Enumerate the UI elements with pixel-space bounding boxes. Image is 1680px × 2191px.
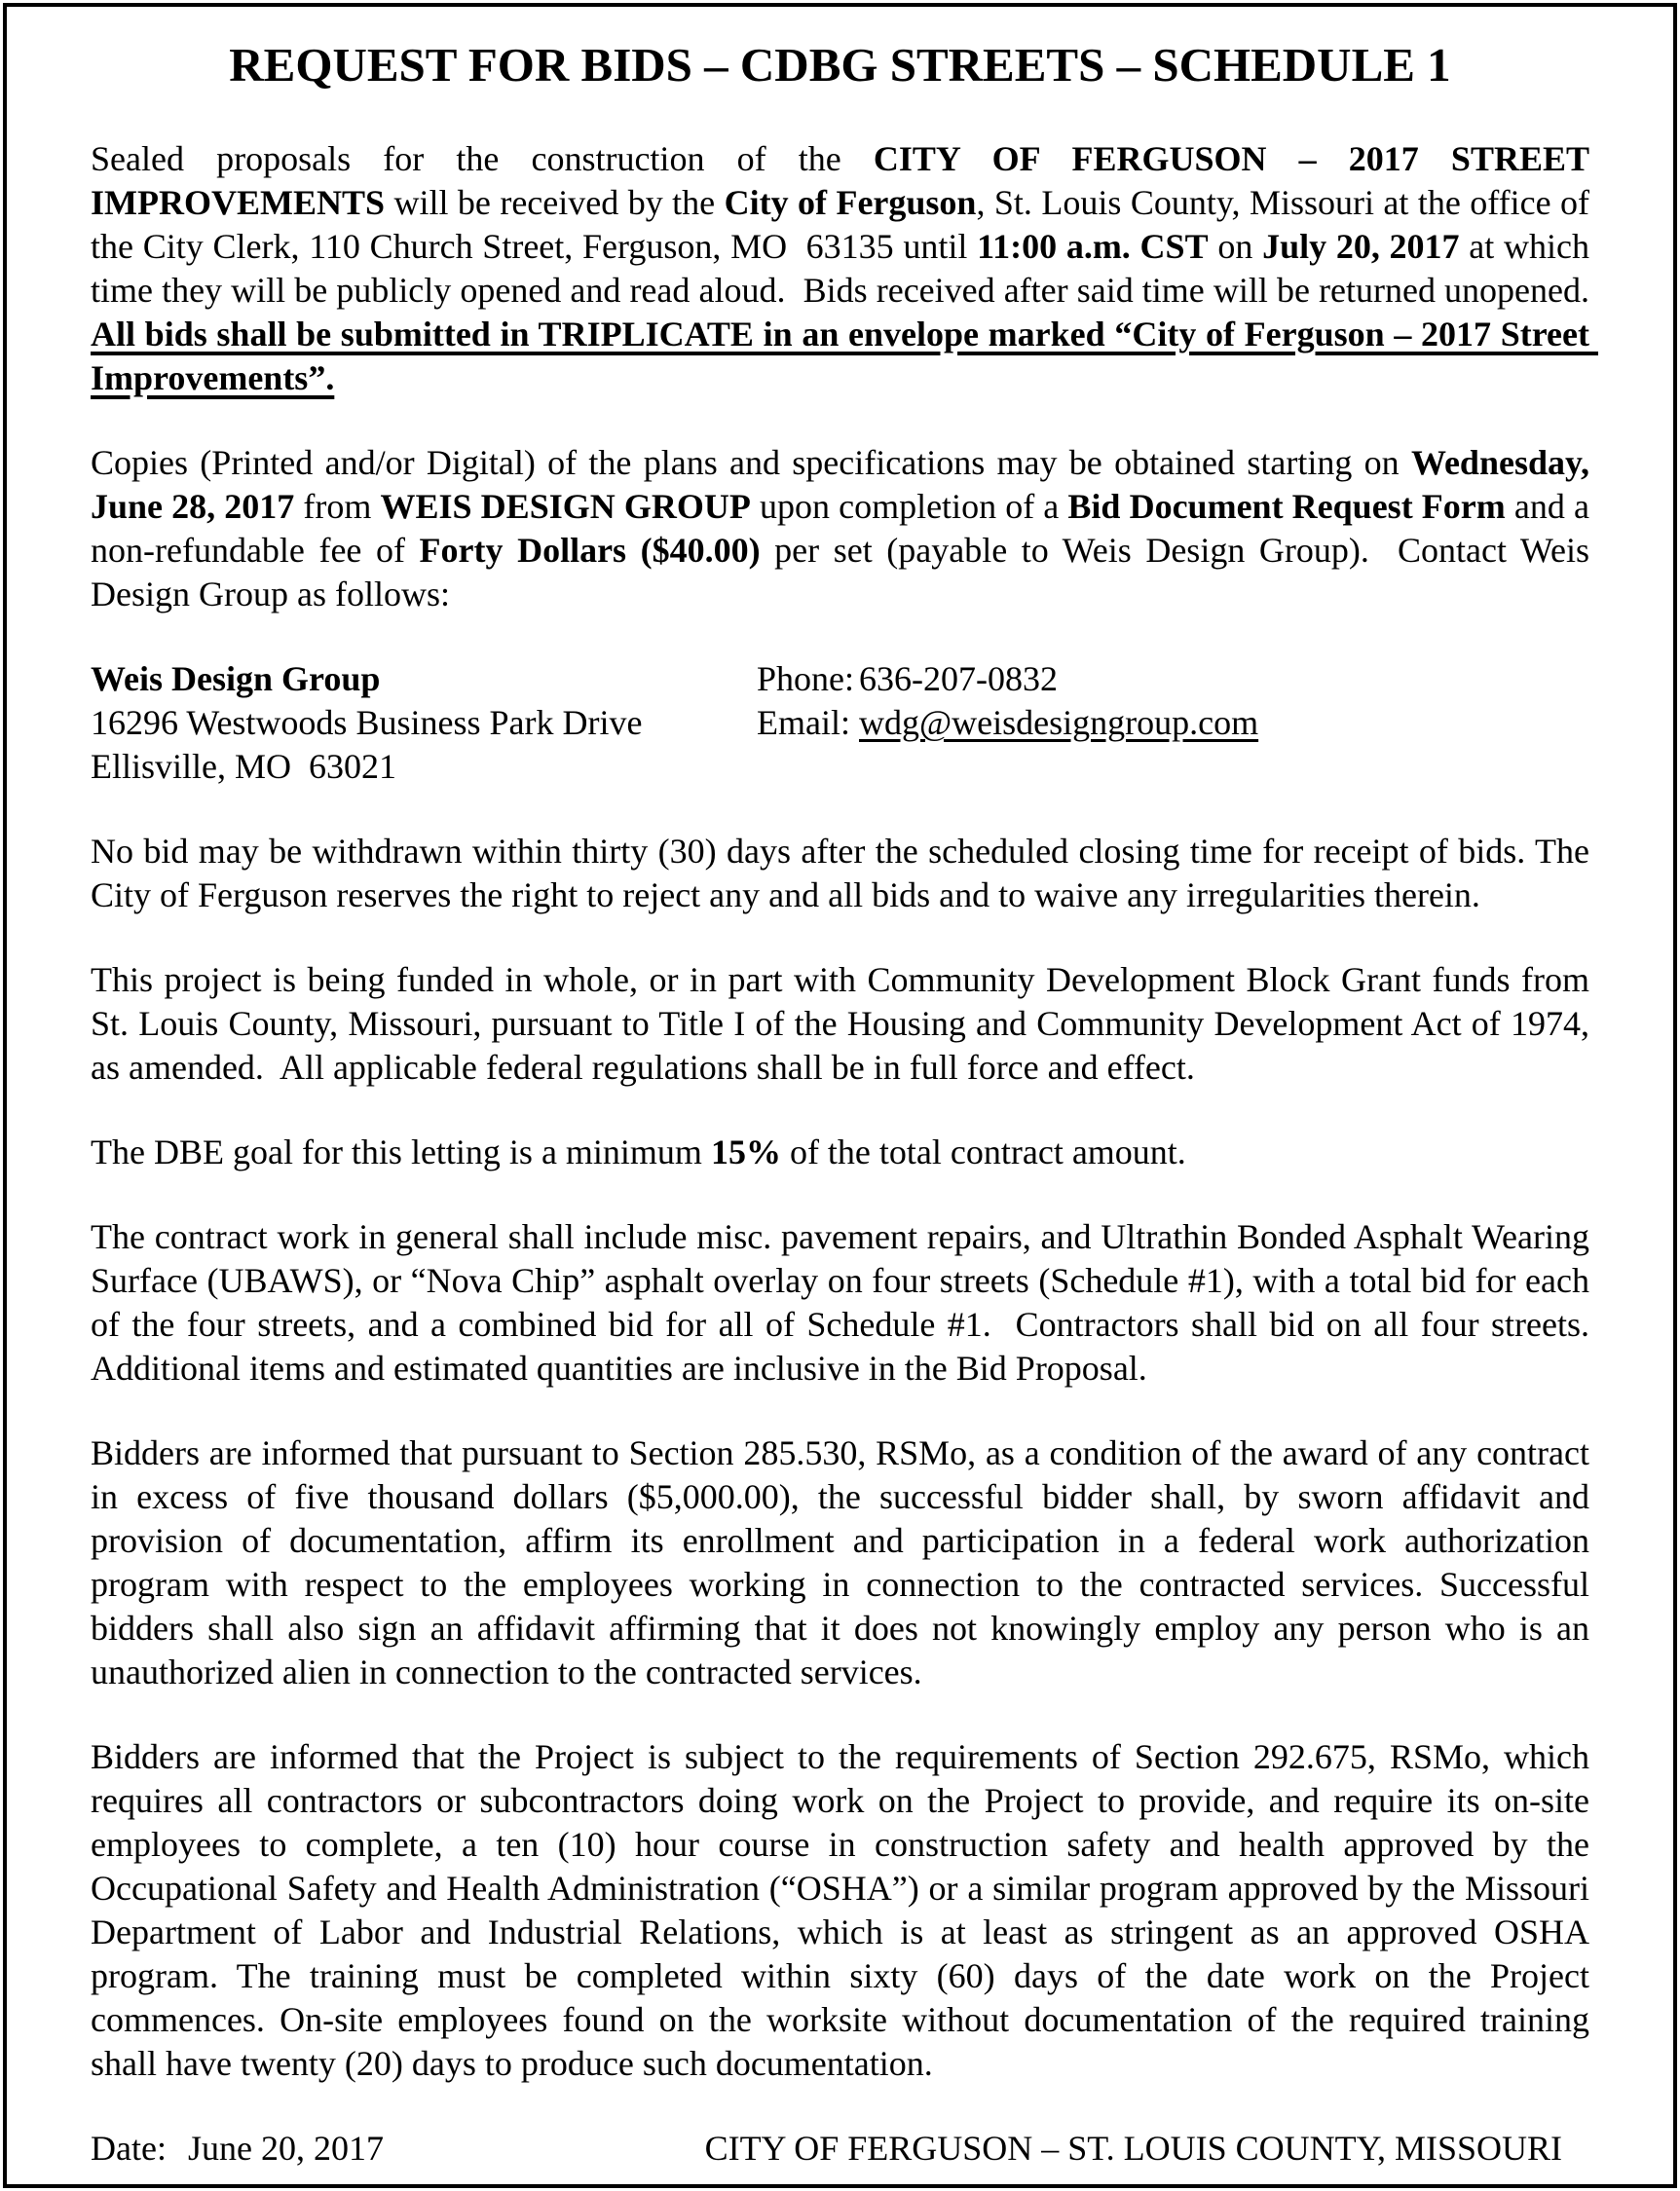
contact-address-column [91,657,757,789]
contact-phone-line [757,657,1589,701]
bold-run: Forty Dollars ($40.00) [419,531,761,570]
phone-value: 636-207-0832 [859,659,1058,698]
footer-date [91,2127,384,2171]
bold-run: City of Ferguson [724,183,977,222]
text-run: Sealed proposals for the construction of the [91,139,874,178]
bold-run: CITY OF FERGUSON – 2017 STREET IMPROVEMENTS [91,139,1598,222]
text-run: at which time they will be publicly opened and read aloud. Bids received after said time will be returned unopened. [91,227,1607,310]
email-label: Email: [757,703,850,742]
bold-run: 15% [710,1133,781,1171]
bold-run: Bid Document Request Form [1067,487,1506,526]
contact-block [91,657,1589,789]
paragraph-bid-withdrawal: No bid may be withdrawn within thirty (30) days after the scheduled closing time for receipt of bids. The City of Ferguson reserves the right to reject any and all bids and to waive any irregularities therein. [91,832,1598,914]
text-run: of the total contract amount. [780,1133,1186,1171]
contact-email-line [757,701,1589,745]
contact-address-line-2: Ellisville, MO 63021 [91,747,396,786]
bold-underlined-run: All bids shall be submitted in TRIPLICATE in an envelope marked “City of Ferguson – 2017 Street Improvements”. [91,315,1598,397]
contact-address-line-1: 16296 Westwoods Business Park Drive [91,703,643,742]
bold-run: July 20, 2017 [1262,227,1460,266]
bold-run: Wednesday, June 28, 2017 [91,443,1598,526]
footer [91,2127,1589,2171]
text-run: on [1208,227,1263,266]
page-title: REQUEST FOR BIDS – CDBG STREETS – SCHEDULE 1 [229,38,1451,92]
text-run: will be received by the [385,183,725,222]
bold-run: 11:00 a.m. CST [977,227,1209,266]
text-run: , St. Louis County, Missouri at the office of the City Clerk, 110 Church Street, Ferguson, MO 63135 until [91,183,1598,266]
text-run: from [294,487,381,526]
text-run: Copies (Printed and/or Digital) of the plans and specifications may be obtained starting on [91,443,1411,482]
bold-run: WEIS DESIGN GROUP [380,487,751,526]
paragraph-cdbg-funding: This project is being funded in whole, or in part with Community Development Block Grant funds from St. Louis County, Missouri, pursuant to Title I of the Housing and Community Development Act of 1974, as amended. All applicable federal regulations shall be in full force and effect. [91,960,1598,1087]
footer-organization: CITY OF FERGUSON – ST. LOUIS COUNTY, MISSOURI [704,2129,1562,2168]
paragraph-contract-work-scope: The contract work in general shall include misc. pavement repairs, and Ultrathin Bonded Asphalt Wearing Surface (UBAWS), or “Nova Chip” asphalt overlay on four streets (Schedule #1), with a total bid for each of the four streets, and a combined bid for all of Schedule #1. Contractors shall bid on all four streets. Additional items and estimated quantities are inclusive in the Bid Proposal. [91,1217,1607,1388]
text-run: upon completion of a [750,487,1068,526]
text-run: The DBE goal for this letting is a minimum [91,1133,711,1171]
contact-name: Weis Design Group [91,659,381,698]
date-value: June 20, 2017 [187,2129,384,2168]
contact-phone-email-column [757,657,1589,789]
text-run: per set (payable to Weis Design Group). Contact Weis Design Group as follows: [91,531,1598,613]
document-page [3,3,1677,2188]
paragraph-osha-training: Bidders are informed that the Project is subject to the requirements of Section 292.675, RSMo, which requires all contractors or subcontractors doing work on the Project to provide, and require its on-site employees to complete, a ten (10) hour course in construction safety and health approved by the Occupational Safety and Health Administration (“OSHA”) or a similar program approved by the Missouri Department of Labor and Industrial Relations, which is at least as stringent as an approved OSHA program. The training must be completed within sixty (60) days of the date work on the Project commences. On-site employees found on the worksite without documentation of the required training shall have twenty (20) days to produce such documentation. [91,1737,1598,2083]
date-label: Date: [91,2129,167,2168]
paragraph-plans-and-specs [91,441,1598,616]
email-link[interactable]: wdg@weisdesigngroup.com [859,703,1259,742]
phone-label: Phone: [757,659,855,698]
paragraph-sealed-proposals [91,137,1607,400]
text-run: and a non-refundable fee of [91,487,1598,570]
paragraph-work-authorization: Bidders are informed that pursuant to Section 285.530, RSMo, as a condition of the award of any contract in excess of five thousand dollars ($5,000.00), the successful bidder shall, by sworn affidavit and provision of documentation, affirm its enrollment and participation in a federal work authorization program with respect to the employees working in connection to the contracted services. Successful bidders shall also sign an affidavit affirming that it does not knowingly employ any person who is an unauthorized alien in connection to the contracted services. [91,1433,1598,1691]
paragraph-dbe-goal [91,1131,1589,1174]
